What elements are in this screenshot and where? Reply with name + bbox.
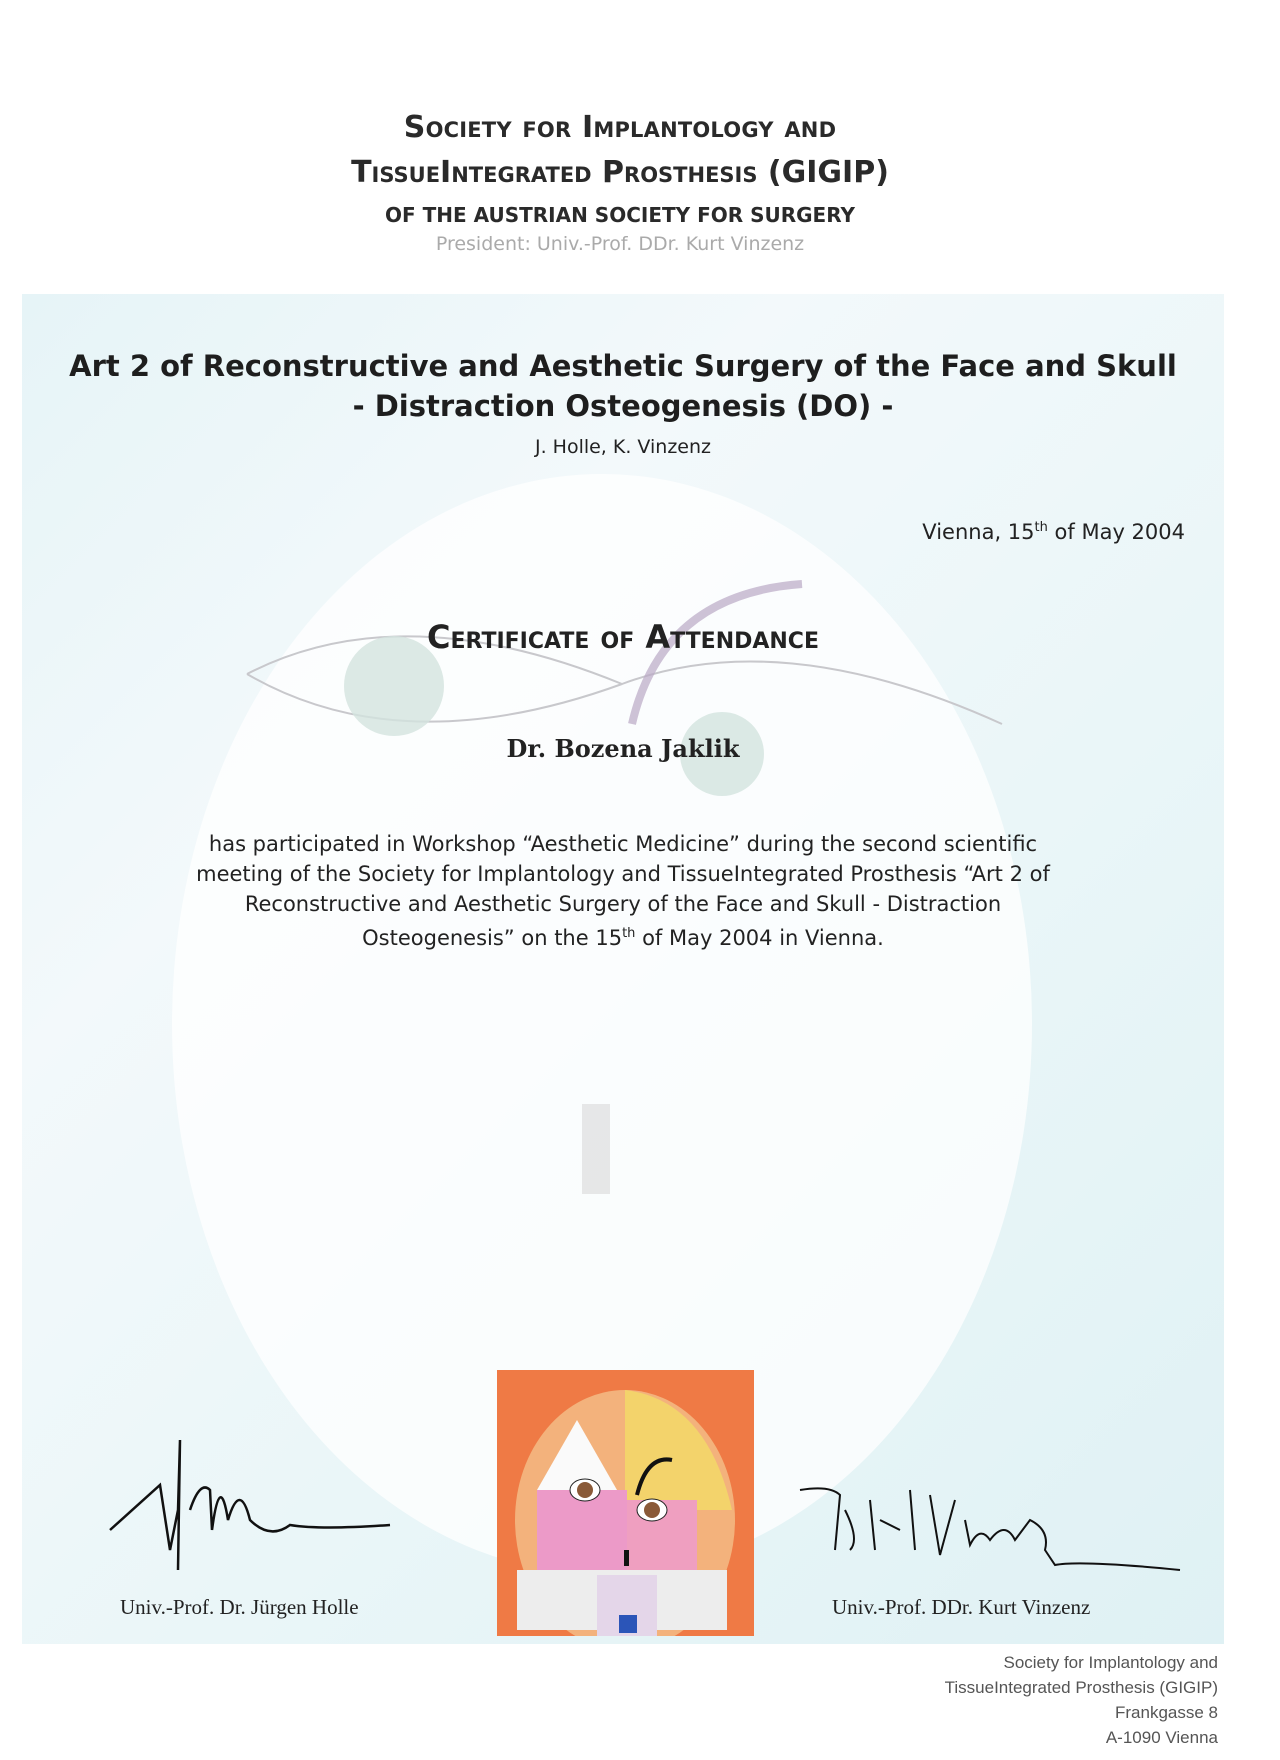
klee-senecio-painting [497, 1370, 754, 1636]
event-authors: J. Holle, K. Vinzenz [534, 436, 712, 458]
address-line: A-1090 Vienna [1105, 1728, 1218, 1747]
body-ordinal: th [622, 926, 636, 941]
event-title: Art 2 of Reconstructive and Aesthetic Surgery of the Face and Skull [69, 349, 1177, 383]
signatory-right: Univ.-Prof. DDr. Kurt Vinzenz [832, 1595, 1091, 1619]
society-affiliation: OF THE AUSTRIAN SOCIETY FOR SURGERY [384, 203, 856, 227]
event-date [922, 520, 1185, 544]
society-address [945, 1650, 1218, 1750]
signature-holle [100, 1430, 440, 1580]
address-line: Frankgasse 8 [1115, 1703, 1218, 1722]
society-name-line1: Society for Implantology and [403, 110, 837, 145]
event-subtitle: - Distraction Osteogenesis (DO) - [352, 389, 894, 423]
society-president: President: Univ.-Prof. DDr. Kurt Vinzenz [435, 233, 805, 255]
certificate-heading: Certificate of Attendance [427, 618, 819, 656]
society-name-line2: TissueIntegrated Prosthesis (GIGIP) [351, 155, 889, 190]
signatory-left: Univ.-Prof. Dr. Jürgen Holle [120, 1595, 359, 1619]
signature-vinzenz [790, 1470, 1210, 1580]
body-text: has participated in Workshop “Aesthetic Medicine” during the second scientific meeting of the Society for Implantology and TissueIntegrated Prosthesis “Art 2 of Reconstructive and Aesthetic Surgery of the Face and Skull - Distraction Osteogenesis” on the 15 [196, 832, 1050, 950]
certificate-body [22, 829, 1224, 953]
recipient-name: Dr. Bozena Jaklik [506, 734, 740, 763]
body-text-end: of May 2004 in Vienna. [635, 926, 884, 950]
date-text: Vienna, 15 [922, 520, 1035, 544]
address-line: TissueIntegrated Prosthesis (GIGIP) [944, 1678, 1218, 1697]
date-ordinal: th [1034, 520, 1048, 535]
address-line: Society for Implantology and [1003, 1653, 1218, 1672]
date-text-suffix: of May 2004 [1047, 520, 1185, 544]
